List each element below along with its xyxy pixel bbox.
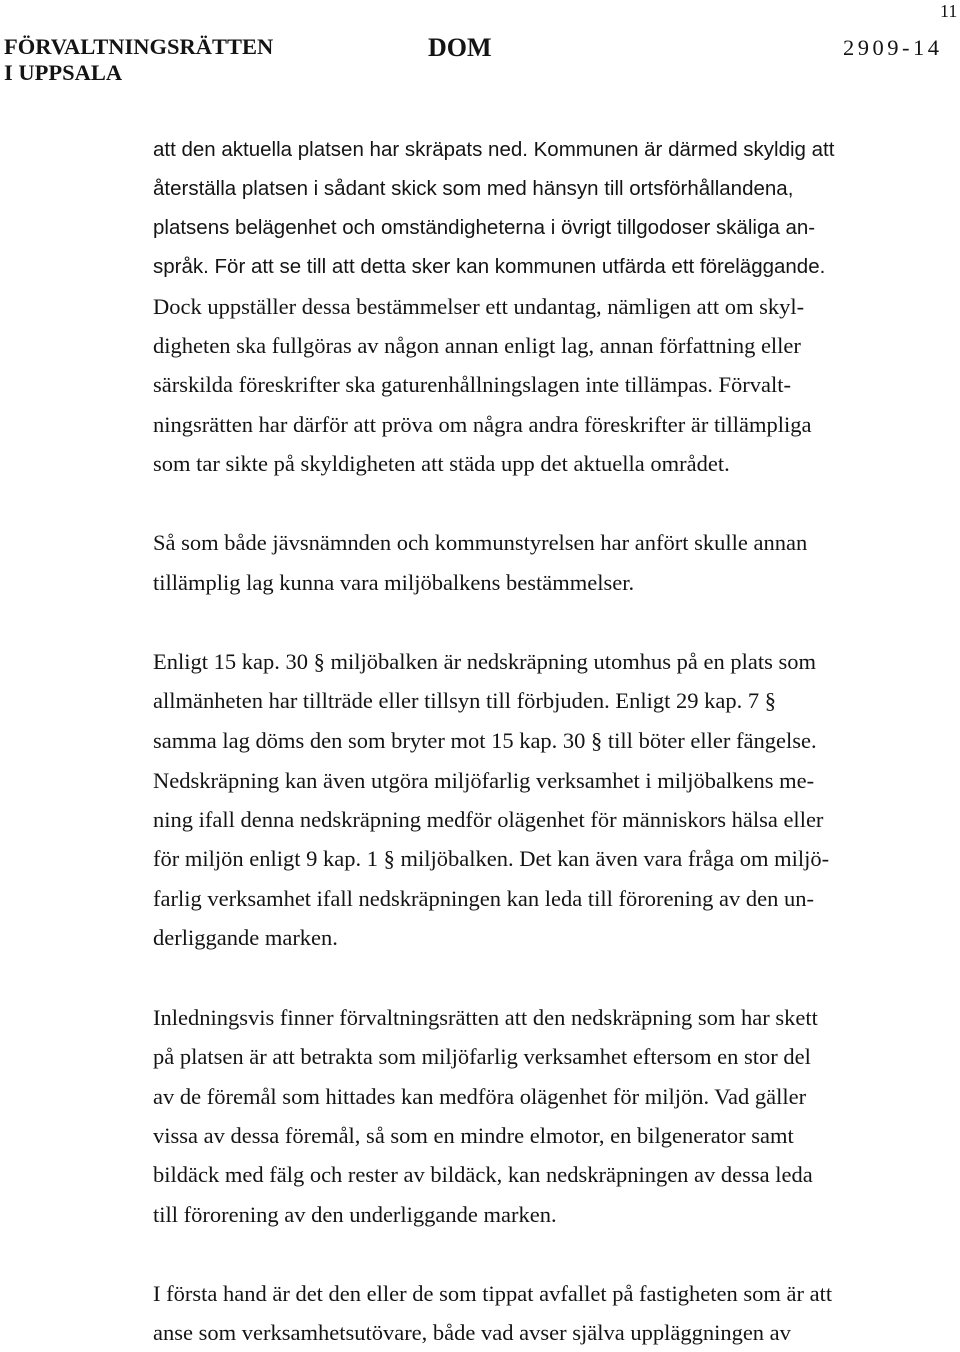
body-line: Nedskräpning kan även utgöra miljöfarlig verksamhet i miljöbalkens me- <box>153 768 815 793</box>
court-name-line1: FÖRVALTNINGSRÄTTEN <box>4 34 274 59</box>
body-line: återställa platsen i sådant skick som med hänsyn till ortsförhållandena, <box>153 177 794 200</box>
body-line: på platsen är att betrakta som miljöfarlig verksamhet eftersom en stor del <box>153 1044 811 1069</box>
body-line: Dock uppställer dessa bestämmelser ett undantag, nämligen att om skyl- <box>153 294 805 319</box>
body-line: platsens belägenhet och omständigheterna i övrigt tillgodoser skäliga an- <box>153 216 816 239</box>
body-line: av de föremål som hittades kan medföra olägenhet för miljön. Vad gäller <box>153 1084 807 1109</box>
body-line: språk. För att se till att detta sker kan kommunen utfärda ett föreläggande. <box>153 255 826 278</box>
body-line: särskilda föreskrifter ska gaturenhållningslagen inte tillämpas. Förvalt- <box>153 372 791 397</box>
case-number: 2909-14 <box>843 35 943 60</box>
body-line: allmänheten har tillträde eller tillsyn till förbjuden. Enligt 29 kap. 7 § <box>153 688 776 713</box>
body-line: Inledningsvis finner förvaltningsrätten att den nedskräpning som har skett <box>153 1005 818 1030</box>
page-number: 11 <box>940 1 958 21</box>
body-line: att den aktuella platsen har skräpats ned. Kommunen är därmed skyldig att <box>153 138 835 161</box>
body-line: samma lag döms den som bryter mot 15 kap. 30 § till böter eller fängelse. <box>153 728 817 753</box>
court-name-line2: I UPPSALA <box>4 60 123 85</box>
document-type: DOM <box>428 33 492 62</box>
body-line: farlig verksamhet ifall nedskräpningen kan leda till förorening av den un- <box>153 886 815 911</box>
body-line: ningsrätten har därför att pröva om några andra föreskrifter är tillämpliga <box>153 412 812 437</box>
body-line: ning ifall denna nedskräpning medför olägenhet för människors hälsa eller <box>153 807 824 832</box>
body-line: vissa av dessa föremål, så som en mindre elmotor, en bilgenerator samt <box>153 1123 794 1148</box>
body-line: som tar sikte på skyldigheten att städa upp det aktuella området. <box>153 451 730 476</box>
body-line: bildäck med fälg och rester av bildäck, kan nedskräpningen av dessa leda <box>153 1162 813 1187</box>
body-line: Enligt 15 kap. 30 § miljöbalken är nedskräpning utomhus på en plats som <box>153 649 817 674</box>
body-line: till förorening av den underliggande marken. <box>153 1202 557 1227</box>
body-line: för miljön enligt 9 kap. 1 § miljöbalken. Det kan även vara fråga om miljö- <box>153 846 830 871</box>
body-line: derliggande marken. <box>153 925 338 950</box>
body-line: anse som verksamhetsutövare, både vad avser själva uppläggningen av <box>153 1320 791 1345</box>
body-line: digheten ska fullgöras av någon annan enligt lag, annan författning eller <box>153 333 801 358</box>
body-line: Så som både jävsnämnden och kommunstyrelsen har anfört skulle annan <box>153 530 808 555</box>
body-line: I första hand är det den eller de som tippat avfallet på fastigheten som är att <box>153 1281 833 1306</box>
body-line: tillämplig lag kunna vara miljöbalkens bestämmelser. <box>153 570 635 595</box>
